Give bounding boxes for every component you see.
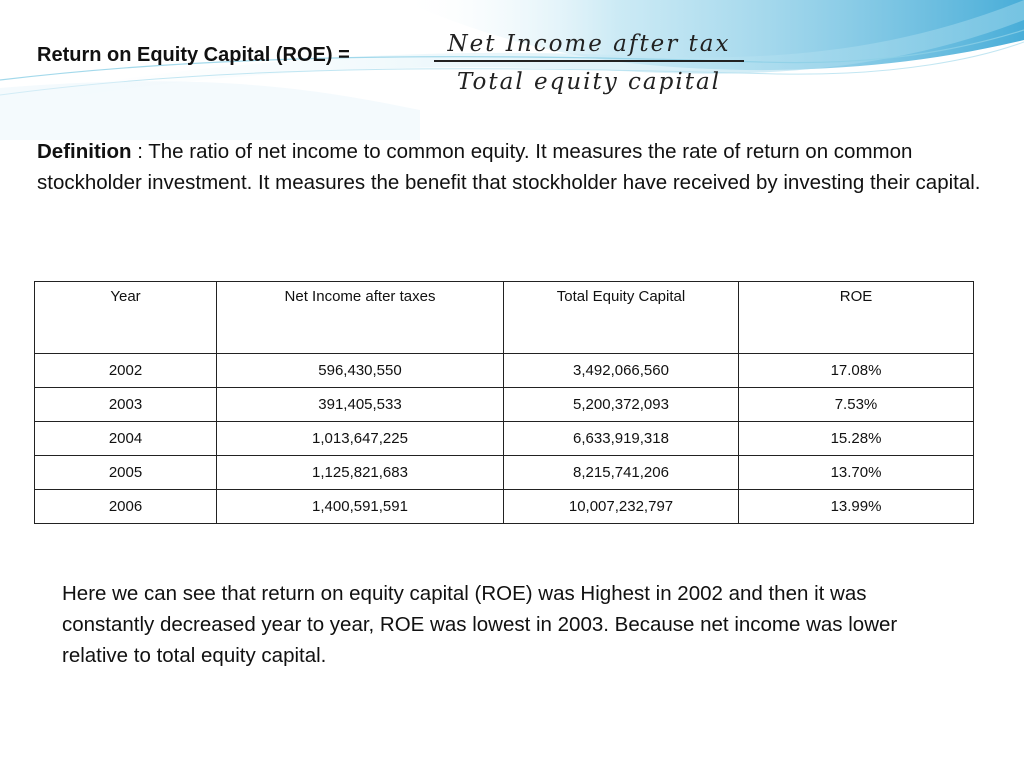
cell-roe: 17.08% (739, 354, 974, 388)
header-roe: ROE (739, 282, 974, 354)
title-equals: = (338, 44, 350, 66)
cell-net-income: 391,405,533 (217, 388, 504, 422)
cell-roe: 13.99% (739, 490, 974, 524)
slide-title (37, 44, 350, 67)
table-row (35, 422, 974, 456)
formula-denominator: Total equity capital (456, 69, 722, 95)
table-header-row (35, 282, 974, 354)
cell-total-equity: 8,215,741,206 (504, 456, 739, 490)
cell-total-equity: 3,492,066,560 (504, 354, 739, 388)
roe-formula (434, 30, 744, 96)
roe-table (34, 281, 974, 524)
header-net-income: Net Income after taxes (217, 282, 504, 354)
cell-total-equity: 6,633,919,318 (504, 422, 739, 456)
definition-text: The ratio of net income to common equity. It measures the rate of return on common stockholder investment. It measures the benefit that stockholder have received by investing their capital. (37, 140, 981, 194)
cell-net-income: 1,400,591,591 (217, 490, 504, 524)
fraction-bar (434, 60, 744, 62)
cell-year: 2002 (35, 354, 217, 388)
definition-label: Definition (37, 140, 132, 163)
cell-total-equity: 10,007,232,797 (504, 490, 739, 524)
table-row (35, 354, 974, 388)
cell-total-equity: 5,200,372,093 (504, 388, 739, 422)
definition-paragraph (37, 136, 987, 198)
cell-year: 2005 (35, 456, 217, 490)
cell-net-income: 1,013,647,225 (217, 422, 504, 456)
cell-year: 2004 (35, 422, 217, 456)
conclusion-paragraph: Here we can see that return on equity capital (ROE) was Highest in 2002 and then it was constantly decreased year to year, ROE was lowest in 2003. Because net income was lower relative to total equity capital. (62, 582, 898, 667)
cell-roe: 7.53% (739, 388, 974, 422)
cell-roe: 15.28% (739, 422, 974, 456)
table-row (35, 490, 974, 524)
cell-year: 2006 (35, 490, 217, 524)
header-year: Year (35, 282, 217, 354)
title-label: Return on Equity Capital (ROE) (37, 44, 333, 66)
table-row (35, 456, 974, 490)
cell-roe: 13.70% (739, 456, 974, 490)
table-row (35, 388, 974, 422)
formula-numerator: Net Income after tax (447, 31, 731, 57)
header-total-equity: Total Equity Capital (504, 282, 739, 354)
cell-net-income: 1,125,821,683 (217, 456, 504, 490)
definition-separator: : (131, 140, 149, 163)
cell-net-income: 596,430,550 (217, 354, 504, 388)
cell-year: 2003 (35, 388, 217, 422)
